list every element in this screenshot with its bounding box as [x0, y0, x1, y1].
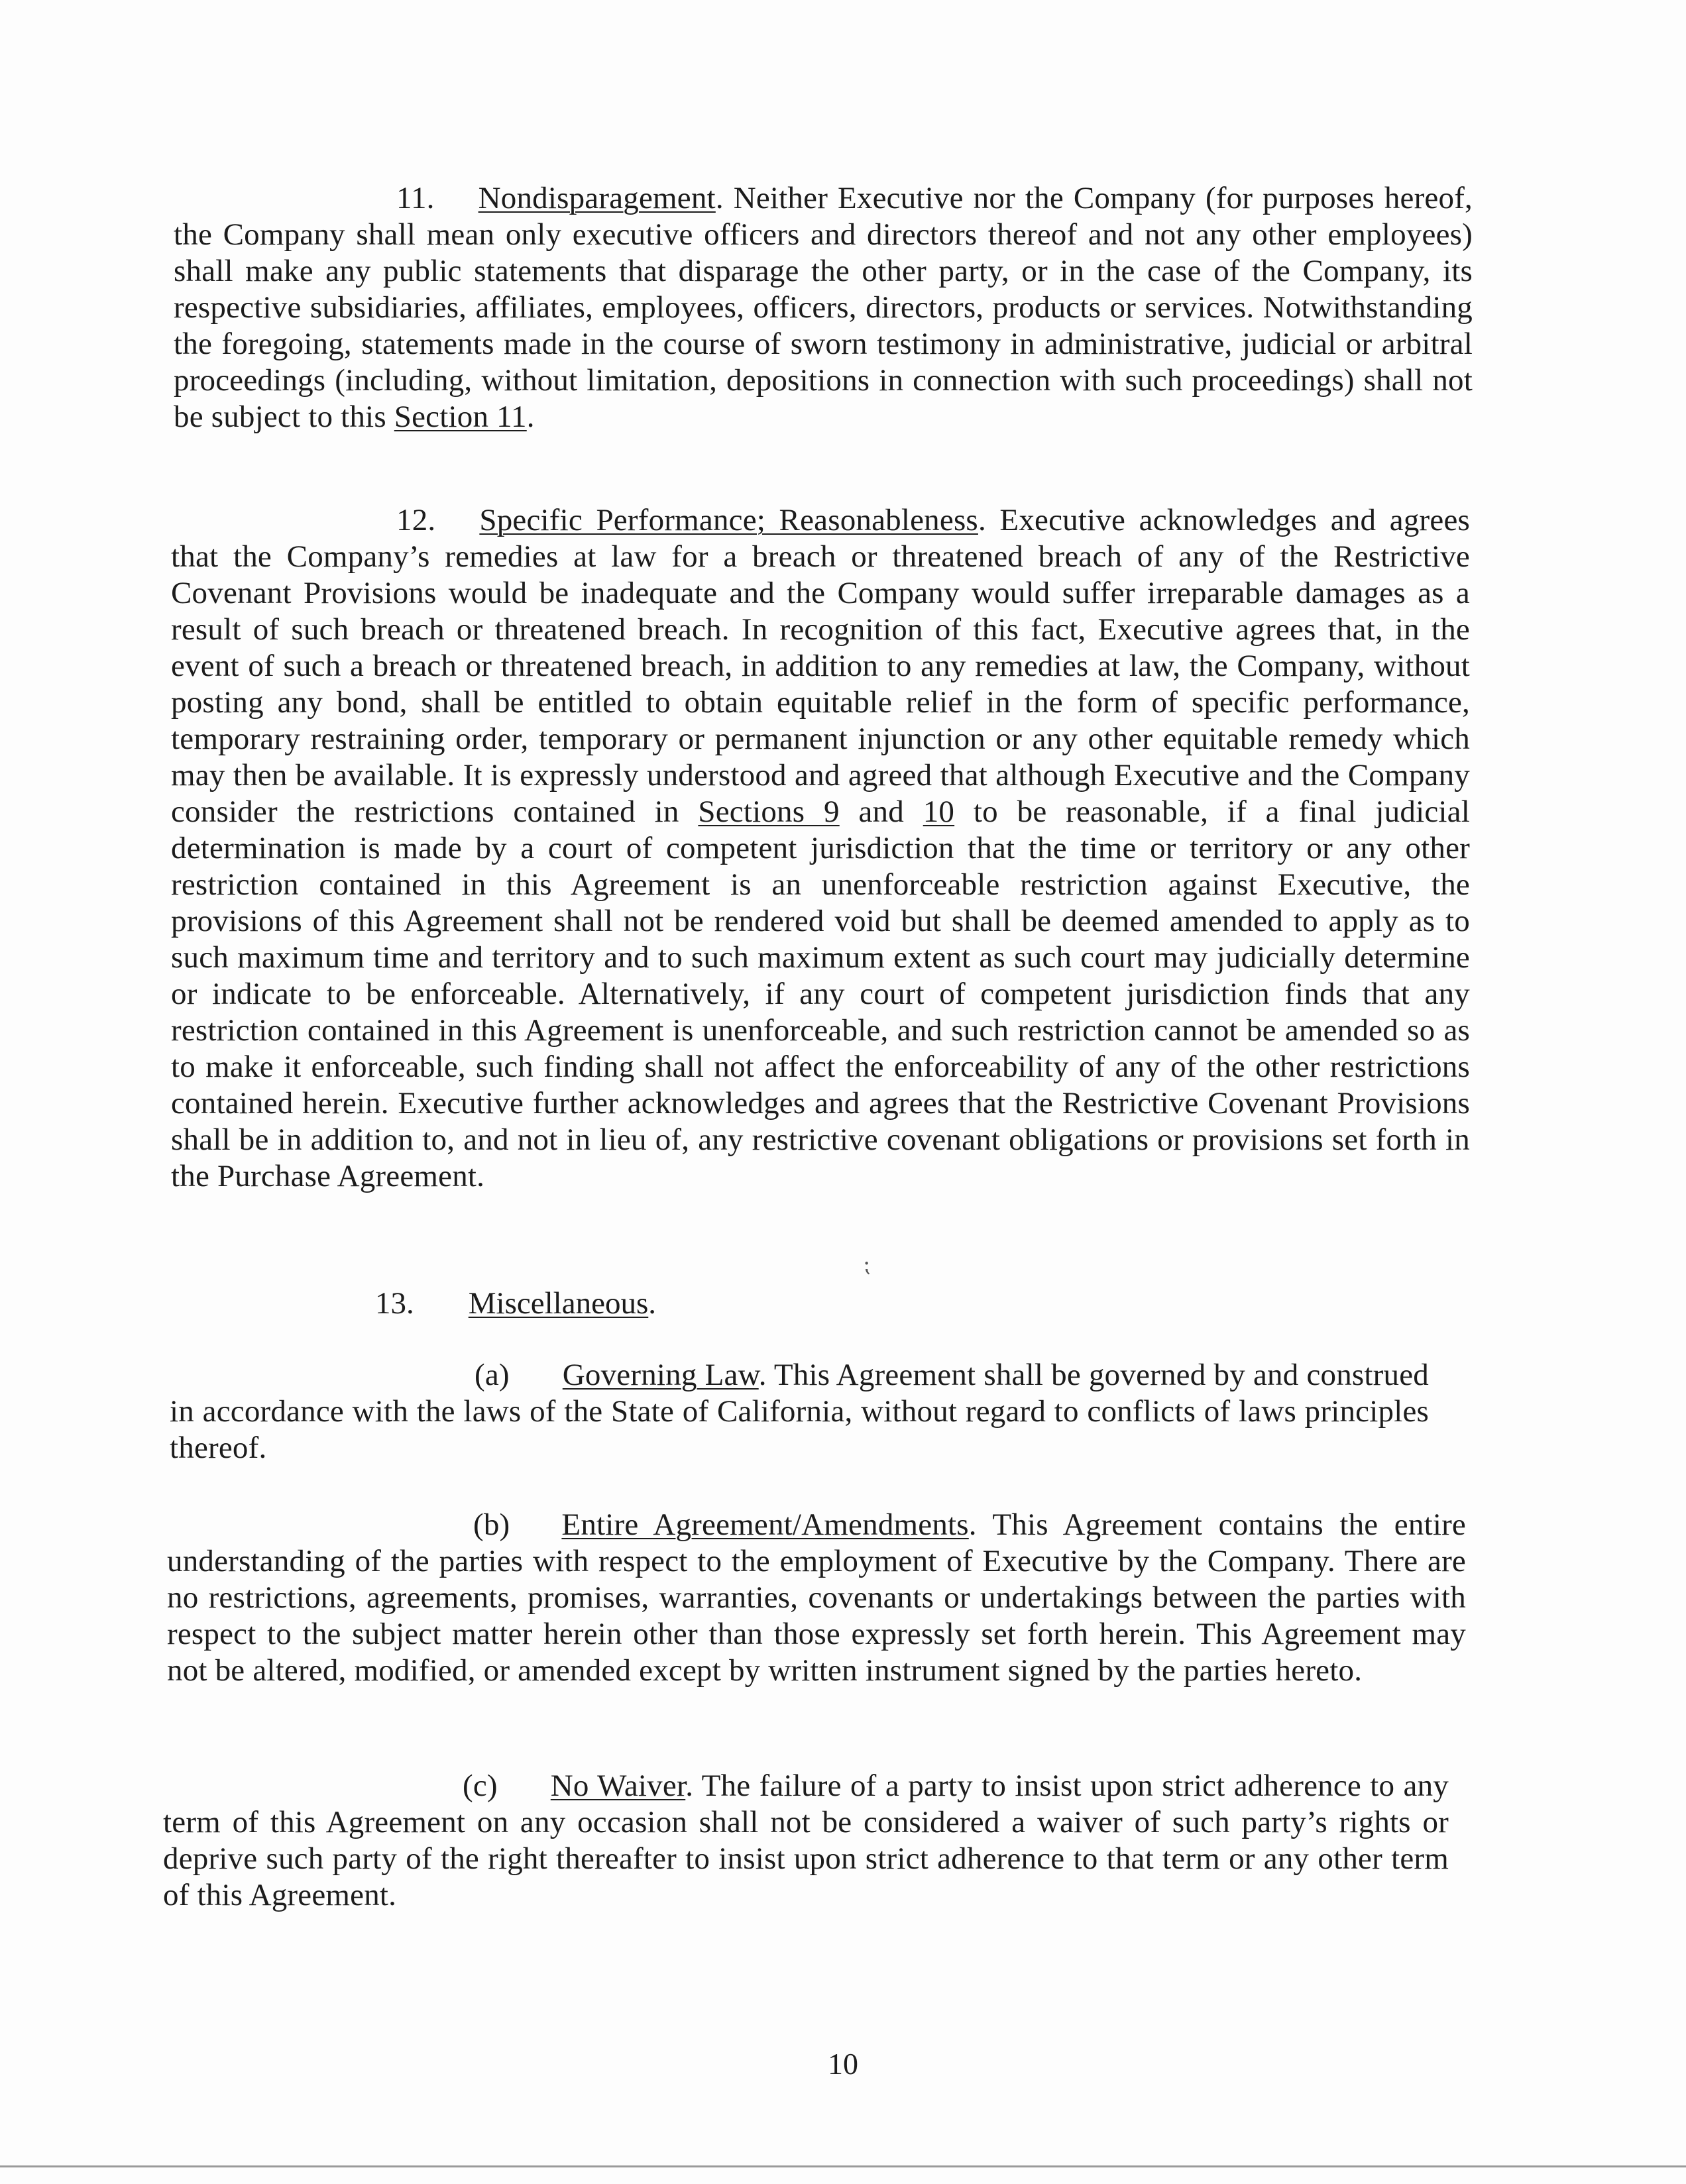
section-13b-body: . This Agreement contains the entire understanding of the parties with respect to the employment of Executive by the Company. There are no restrictions, agreements, promises, warranties, covenants or undertakings between the parties with respect to the subject matter herein other than those expressly set forth herein. This Agreement may not be altered, modified, or amended except by written instrument signed by the parties hereto. [167, 1507, 1466, 1688]
section-13c-label: (c) [463, 1769, 498, 1803]
section-13-number: 13. [375, 1286, 414, 1321]
section-13c-body: . The failure of a party to insist upon strict adherence to any term of this Agreement on any occasion shall not be considered a waiver of such party’s rights or deprive such party of the right thereafter to insist upon strict adherence to that term or any other term of this Agreement. [163, 1769, 1449, 1912]
page-number: 10 [828, 2047, 858, 2081]
section-12-ref-10: 10 [923, 794, 955, 829]
section-11-heading: Nondisparagement [478, 181, 716, 215]
section-13b-heading: Entire Agreement/Amendments [561, 1507, 969, 1542]
section-13a-label: (a) [475, 1358, 510, 1392]
section-11-body: . Neither Executive nor the Company (for purposes hereof, the Company shall mean only executive officers and directors thereof and not any other employees) shall make any public statements that disparage the other party, or in the case of the Company, its respective subsidiaries, affiliates, employees, officers, directors, products or services. Notwithstanding the foregoing, statements made in the course of sworn testimony in administrative, judicial or arbitral proceedings (including, without limitation, depositions in connection with such proceedings) shall not be subject to this [174, 181, 1473, 434]
section-13a-paragraph [170, 1357, 1429, 1466]
section-13a-body: . This Agreement shall be governed by and construed in accordance with the laws of the State of California, without regard to conflicts of laws principles thereof. [170, 1358, 1429, 1465]
section-12-paragraph: 12. Specific Performance; Reasonableness. Executive acknowledges and agrees that the Company’s remedies at law for a breach or threatened breach of any of the Restrictive Covenant Provisions would be inadequate and the Company would suffer irreparable damages as a result of such breach or threatened breach. In recognition of this fact, Executive agrees that, in the event of such a breach or threatened breach, in addition to any remedies at law, the Company, without posting any bond, shall be entitled to obtain equitable relief in the form of specific performance, temporary restraining order, temporary or permanent injunction or any other equitable remedy which may then be available. It is expressly understood and agreed that although Executive and the Company consider the restrictions contained in Sections 9 and 10 to be reasonable, if a final judicial determination is made by a court of competent jurisdiction that the time or territory or any other restriction contained in this Agreement is an unenforceable restriction against Executive, the provisions of this Agreement shall not be rendered void but shall be deemed amended to apply as to such maximum time and territory and to such maximum extent as such court may judicially determine or indicate to be enforceable. Alternatively, if any court of competent jurisdiction finds that any restriction contained in this Agreement is unenforceable, and such restriction cannot be amended so as to make it enforceable, such finding shall not affect the enforceability of any of the other restrictions contained herein. Executive further acknowledges and agrees that the Restrictive Covenant Provisions shall be in addition to, and not in lieu of, any restrictive covenant obligations or provisions set forth in the Purchase Agreement. [171, 503, 1470, 1193]
section-11-paragraph: 11. Nondisparagement. Neither Executive nor the Company (for purposes hereof, the Company shall mean only executive officers and directors thereof and not any other employees) shall make any public statements that disparage the other party, or in the case of the Company, its respective subsidiaries, affiliates, employees, officers, directors, products or services. Notwithstanding the foregoing, statements made in the course of sworn testimony in administrative, judicial or arbitral proceedings (including, without limitation, depositions in connection with such proceedings) shall not be subject to this Section 11. [174, 181, 1473, 434]
section-11-number: 11. [396, 181, 435, 215]
scan-edge-rule [0, 2165, 1686, 2167]
section-13b-label: (b) [473, 1507, 510, 1542]
section-13-heading-line: 13. Miscellaneous. [375, 1286, 656, 1321]
section-13c-heading: No Waiver [550, 1769, 686, 1803]
section-12-body: . Executive acknowledges and agrees that the Company’s remedies at law for a breach or threatened breach of any of the Restrictive Covenant Provisions would be inadequate and the Company would suffer irreparable damages as a result of such breach or threatened breach. In recognition of this fact, Executive agrees that, in the event of such a breach or threatened breach, in addition to any remedies at law, the Company, without posting any bond, shall be entitled to obtain equitable relief in the form of specific performance, temporary restraining order, temporary or permanent injunction or any other equitable remedy which may then be available. It is expressly understood and agreed that although Executive and the Company consider the restrictions contained in [171, 503, 1470, 829]
section-13a-heading: Governing Law [562, 1358, 759, 1392]
section-12-heading: Specific Performance; Reasonableness [479, 503, 978, 537]
section-13b-paragraph [167, 1507, 1466, 1689]
section-12-ref-sections-9: Sections 9 [698, 794, 840, 829]
scan-mark: ⁏ [863, 1252, 871, 1277]
section-11-reference: Section 11 [394, 400, 527, 434]
section-13-heading: Miscellaneous [468, 1286, 649, 1321]
section-13c-paragraph [163, 1768, 1449, 1914]
section-12-number: 12. [396, 503, 436, 537]
